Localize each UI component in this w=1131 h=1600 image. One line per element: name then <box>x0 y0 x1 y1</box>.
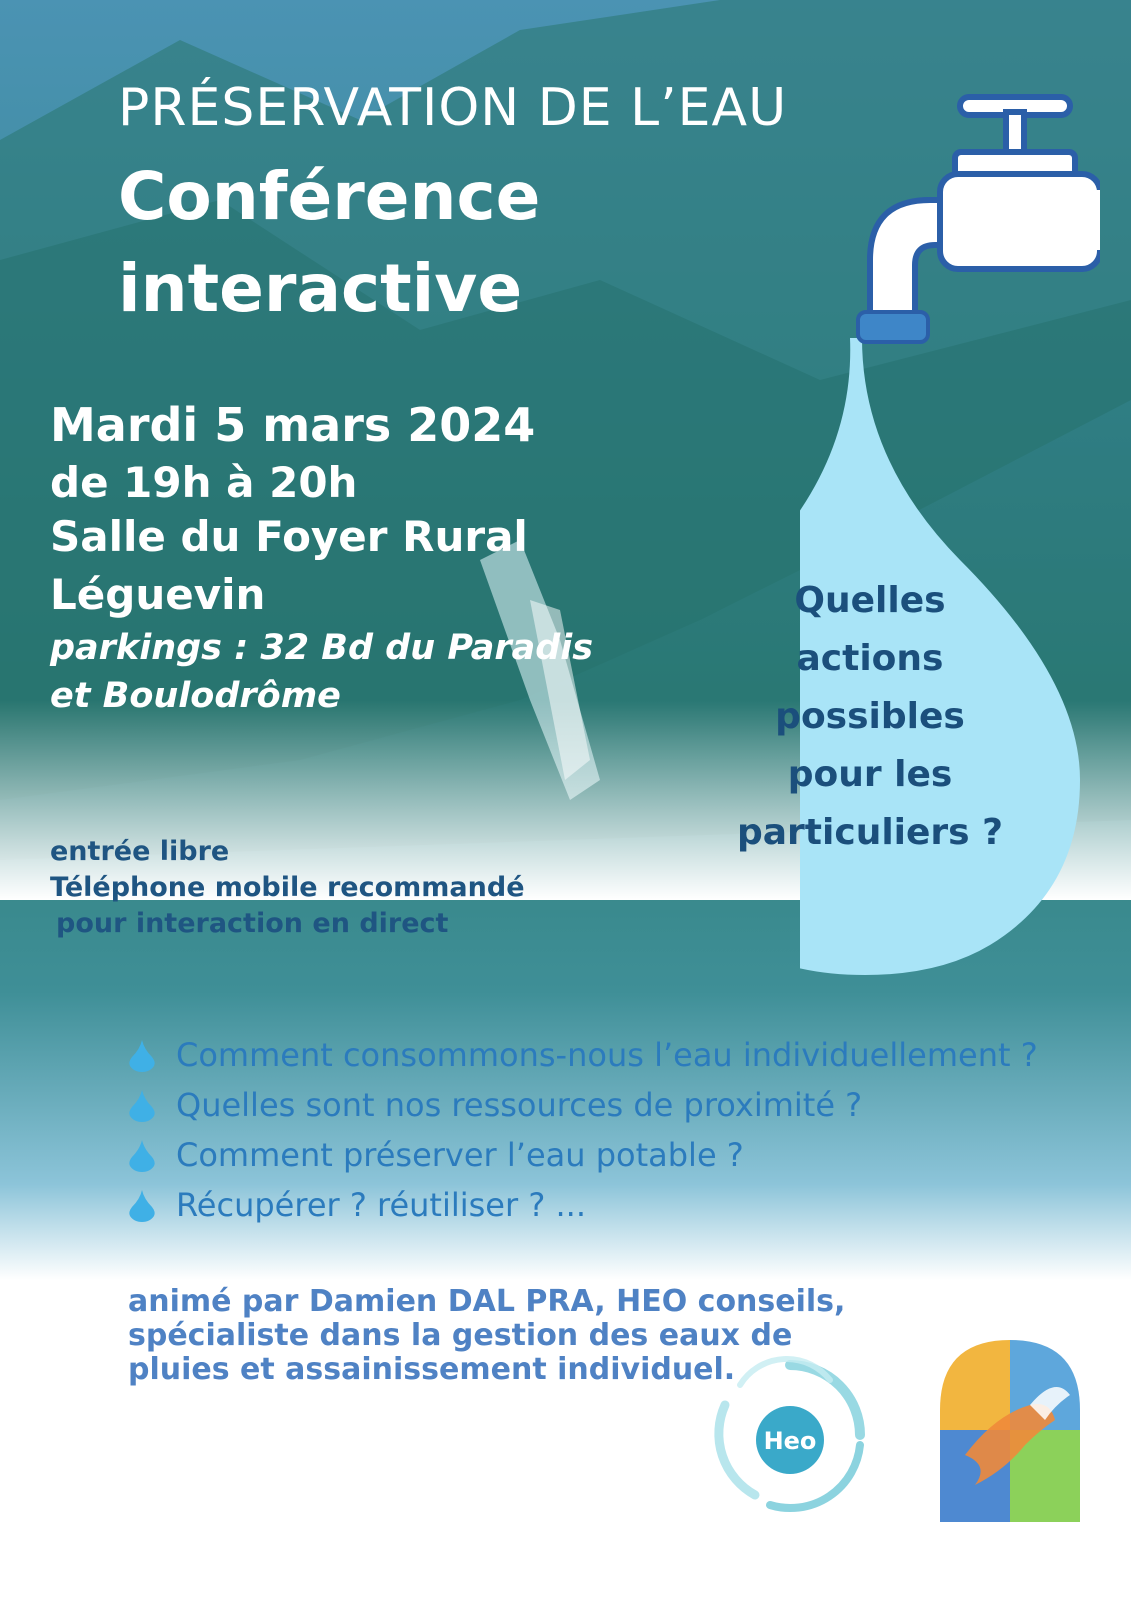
water-drop-icon <box>128 1139 156 1173</box>
faucet-icon <box>858 97 1100 342</box>
page-title-line1: Conférence <box>118 158 541 235</box>
water-drop-icon <box>128 1089 156 1123</box>
list-item <box>128 1130 1038 1180</box>
drop-question <box>700 572 1040 862</box>
heo-logo <box>700 1345 880 1525</box>
list-item <box>128 1030 1038 1080</box>
topic-list <box>128 1030 1038 1230</box>
drop-question-line: pour les <box>787 754 953 795</box>
event-town: Léguevin <box>50 570 266 619</box>
water-drop-icon <box>128 1039 156 1073</box>
event-time: de 19h à 20h <box>50 458 358 507</box>
event-venue: Salle du Foyer Rural <box>50 512 528 561</box>
drop-question-line: actions <box>796 638 944 679</box>
list-item <box>128 1080 1038 1130</box>
parking-line1: parkings : 32 Bd du Paradis <box>50 628 594 668</box>
topic-text: Récupérer ? réutiliser ? ... <box>176 1186 586 1224</box>
parking-line2: et Boulodrôme <box>50 676 341 716</box>
phone-note-line2: pour interaction en direct <box>56 908 449 939</box>
topic-text: Comment préserver l’eau potable ? <box>176 1136 744 1174</box>
entry-note: entrée libre <box>50 836 230 867</box>
topic-text: Quelles sont nos ressources de proximité ? <box>176 1086 863 1124</box>
credit-line2: spécialiste dans la gestion des eaux de <box>128 1318 793 1353</box>
water-tap-and-drop <box>800 88 1100 1008</box>
credit-line3: pluies et assainissement individuel. <box>128 1352 736 1387</box>
credit-line1: animé par Damien DAL PRA, HEO conseils, <box>128 1284 846 1319</box>
phone-note-line1: Téléphone mobile recommandé <box>50 872 525 903</box>
list-item <box>128 1180 1038 1230</box>
topic-text: Comment consommons-nous l’eau individuellement ? <box>176 1036 1038 1074</box>
drop-question-line: Quelles <box>794 580 946 621</box>
drop-question-line: possibles <box>775 696 965 737</box>
heo-logo-text: Heo <box>763 1427 817 1455</box>
event-date: Mardi 5 mars 2024 <box>50 398 536 452</box>
water-drop-icon <box>128 1189 156 1223</box>
drop-question-line: particuliers ? <box>736 812 1004 853</box>
parish-logo <box>935 1335 1085 1525</box>
page-title-line2: interactive <box>118 250 523 327</box>
kicker-heading: PRÉSERVATION DE L’EAU <box>118 78 788 138</box>
